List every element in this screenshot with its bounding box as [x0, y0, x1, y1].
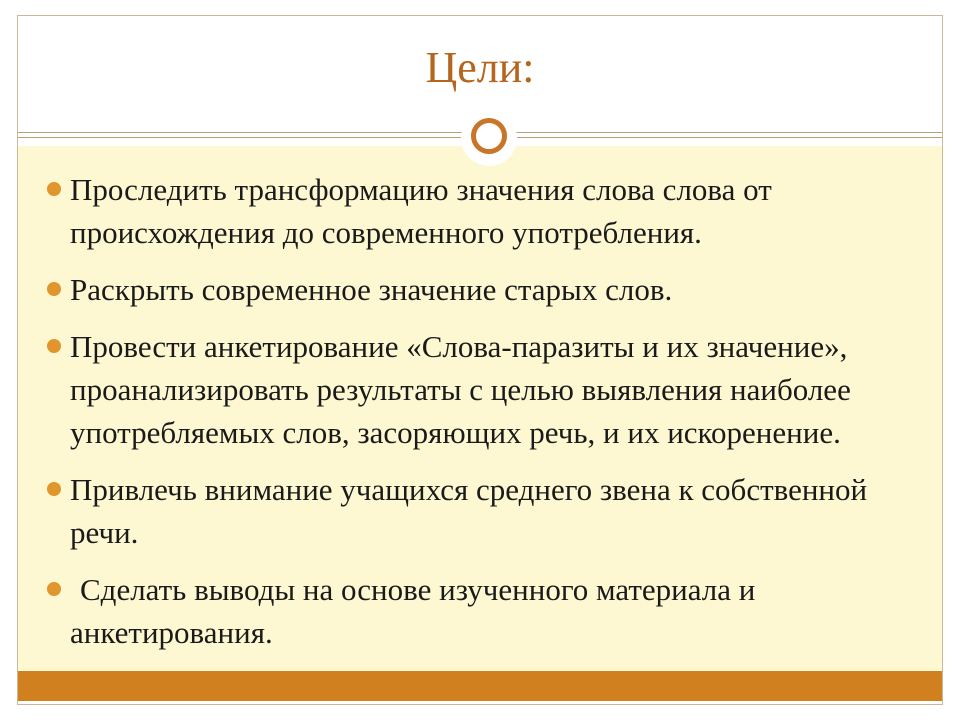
list-item-text: Сделать выводы на основе изученного материала и анкетирования. — [70, 572, 756, 650]
list-item — [18, 568, 942, 654]
list-item — [18, 468, 942, 554]
bullet-dot-icon — [47, 339, 61, 353]
list-item — [18, 325, 942, 454]
bullet-dot-icon — [47, 582, 61, 596]
list-item — [18, 268, 942, 311]
bullet-dot-icon — [47, 482, 61, 496]
slide-title: Цели: — [425, 43, 535, 92]
bottom-bar — [18, 671, 942, 701]
goals-list — [18, 168, 942, 668]
bullet-dot-icon — [47, 282, 61, 296]
list-item-text: Привлечь внимание учащихся среднего звена к собственной речи. — [70, 472, 868, 550]
list-item-text: Проследить трансформацию значения слова слова от происхождения до современного употребления. — [70, 172, 772, 250]
bullet-dot-icon — [47, 182, 61, 196]
list-item-text: Раскрыть современное значение старых слов. — [70, 272, 673, 307]
list-item-text: Провести анкетирование «Слова-паразиты и их значение», проанализировать результаты с целью выявления наиболее употребляемых слов, засоряющих речь, и их искоренение. — [70, 329, 851, 450]
ornament — [461, 110, 517, 166]
list-item — [18, 168, 942, 254]
slide-frame — [17, 15, 943, 705]
ring-ornament-icon — [471, 118, 507, 154]
